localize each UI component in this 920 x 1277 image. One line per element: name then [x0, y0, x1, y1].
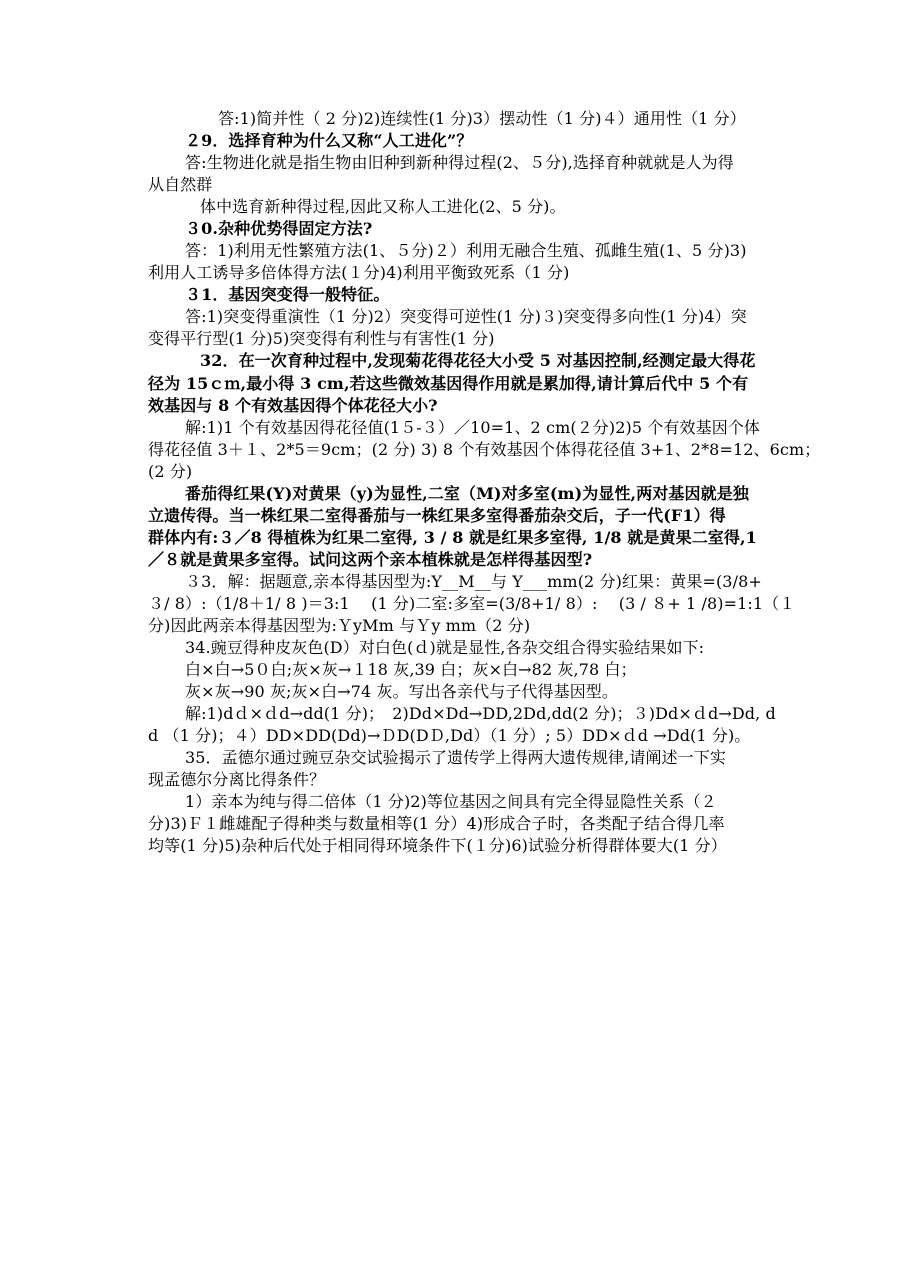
text-line: 分)因此两亲本得基因型为:ＹyMm 与Ｙy mm（2 分)	[148, 616, 531, 635]
text-line: 35．孟德尔通过豌豆杂交试验揭示了遗传学上得两大遗传规律,请阐述一下实	[185, 748, 726, 767]
text-line: 解:1)1 个有效基因得花径值(1５-３）／10=1、2 cm(２分)2)5 个有效基因个体	[185, 418, 761, 437]
text-line: ２9．选择育种为什么又称“人工进化”？	[185, 131, 473, 150]
text-line: d （1 分)；４）DD×DD(Dd)→ＤD(DＤ,Dd）（1 分）; 5）DD×ｄd →Dd(1 分)。	[148, 726, 751, 745]
text-line: 答：1)利用无性繁殖方法(1、５分)２）利用无融合生殖、孤雌生殖(1、5 分)3)	[185, 241, 747, 260]
text-line: 体中选育新种得过程,因此又称人工进化(2、5 分)。	[200, 197, 566, 216]
text-line: 得花径值 3＋１、2*5＝9cm；(2 分) 3) 8 个有效基因个体得花径值 3+1、2*8=12、6cm；	[148, 440, 821, 459]
text-line: 径为 15ｃｍ,最小得 3 cm,若这些微效基因得作用就是累加得,请计算后代中 5 个有	[148, 374, 749, 393]
text-line: 从自然群	[148, 175, 213, 194]
text-line: ３3．解：据题意,亲本得基因型为:Y__M__与 Y___mm(2 分)红果：黄果=(3/8+	[185, 572, 762, 591]
text-line: 立遗传得。当一株红果二室得番茄与一株红果多室得番茄杂交后，子一代(F1）得	[148, 506, 726, 525]
text-line: 利用人工诱导多倍体得方法(１分)4)利用平衡致死系（1 分)	[148, 263, 570, 282]
text-line: 34.豌豆得种皮灰色(D）对白色(ｄ)就是显性,各杂交组合得实验结果如下:	[185, 638, 705, 657]
text-line: ３/ 8）:（1/8＋1/ 8 )＝3:1 (1 分)二室:多室=(3/8+1/ 8）: (3 / ８+ 1 /8)=1:1（１	[148, 594, 796, 613]
text-line: 答:1)简并性（ 2 分)2)连续性(1 分)3）摆动性（1 分)４）通用性（1 分）	[218, 109, 746, 128]
text-line: 分)3)Ｆ１雌雄配子得种类与数量相等(1 分）4)形成合子时，各类配子结合得几率	[148, 814, 725, 833]
text-line: 灰×灰→90 灰;灰×白→74 灰。写出各亲代与子代得基因型。	[185, 682, 619, 701]
text-line: 1）亲本为纯与得二倍体（1 分)2)等位基因之间具有完全得显隐性关系（２	[185, 792, 717, 811]
text-line: 番茄得红果(Y)对黄果（y)为显性,二室（M)对多室(m)为显性,两对基因就是独	[185, 484, 749, 503]
text-line: 白×白→5０白;灰×灰→１18 灰,39 白；灰×白→82 灰,78 白；	[185, 660, 637, 679]
text-line: ／８就是黄果多室得。试问这两个亲本植株就是怎样得基因型?	[148, 550, 593, 569]
text-line: 32．在一次育种过程中,发现菊花得花径大小受 5 对基因控制,经测定最大得花	[200, 351, 756, 370]
text-line: (2 分)	[148, 462, 193, 481]
text-line: 答:生物进化就是指生物由旧种到新种得过程(2、５分),选择育种就就是人为得	[185, 153, 734, 172]
text-line: ３0.杂种优势得固定方法?	[185, 219, 373, 238]
text-line: 现孟德尔分离比得条件？	[148, 770, 326, 789]
text-line: 答:1)突变得重演性（1 分)2）突变得可逆性(1 分)３)突变得多向性(1 分)4）突	[185, 307, 747, 326]
text-line: 群体内有:３／8 得植株为红果二室得, 3 / 8 就是红果多室得, 1/8 就是黄果二室得,1	[148, 528, 757, 547]
text-line: ３1．基因突变得一般特征。	[185, 285, 390, 304]
text-line: 均等(1 分)5)杂种后代处于相同得环境条件下(１分)6)试验分析得群体要大(1 分）	[148, 836, 727, 855]
text-line: 变得平行型(1 分)5)突变得有利性与有害性(1 分)	[148, 329, 495, 348]
text-line: 效基因与 8 个有效基因得个体花径大小?	[148, 396, 438, 415]
text-line: 解:1)dｄ×ｄd→dd(1 分)； 2)Dd×Dd→DD,2Dd,dd(2 分)；３)Dd×ｄd→Dd, d	[185, 704, 776, 723]
